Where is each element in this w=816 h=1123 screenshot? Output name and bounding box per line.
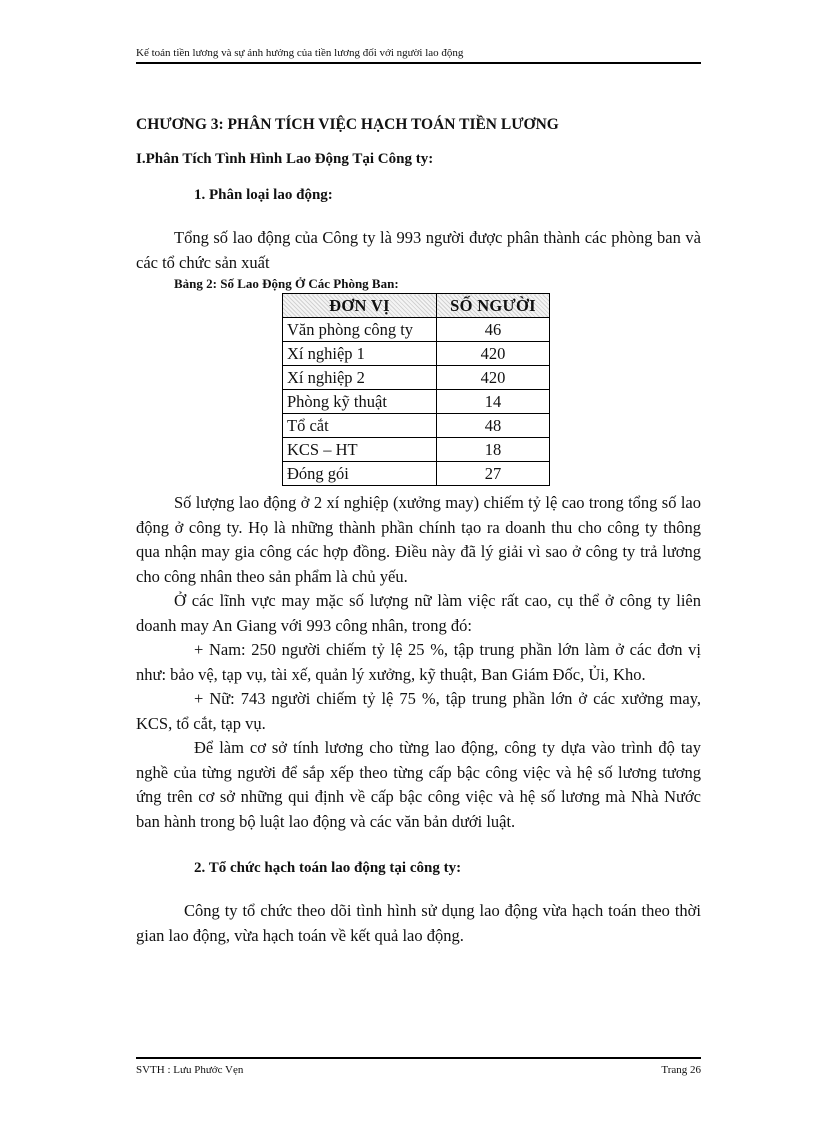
unit-cell: Xí nghiệp 1	[283, 342, 437, 366]
unit-cell: KCS – HT	[283, 438, 437, 462]
header-divider	[136, 62, 701, 64]
unit-cell: Xí nghiệp 2	[283, 366, 437, 390]
unit-cell: Văn phòng công ty	[283, 318, 437, 342]
count-cell: 18	[437, 438, 550, 462]
table-row	[283, 462, 550, 486]
table-row	[283, 414, 550, 438]
intro-paragraph-block	[136, 226, 701, 275]
paragraph-gender: Ở các lĩnh vực may mặc số lượng nữ làm việc rất cao, cụ thể ở công ty liên doanh may An Giang với 993 công nhân, trong đó:	[136, 591, 701, 635]
column-header-count: SỐ NGƯỜI	[437, 294, 550, 318]
table-row	[283, 318, 550, 342]
table-row	[283, 390, 550, 414]
running-header: Kế toán tiền lương và sự ảnh hưởng của tiền lương đối với người lao động	[136, 47, 464, 59]
closing-paragraph: Công ty tổ chức theo dõi tình hình sử dụng lao động vừa hạch toán theo thời gian lao động, vừa hạch toán về kết quả lao động.	[136, 901, 701, 945]
table-row	[283, 342, 550, 366]
footer-divider	[136, 1057, 701, 1059]
count-cell: 14	[437, 390, 550, 414]
subsection-title-1: 1. Phân loại lao động:	[194, 187, 333, 203]
unit-cell: Tổ cắt	[283, 414, 437, 438]
paragraph-salary-basis: Để làm cơ sở tính lương cho từng lao động, công ty dựa vào trình độ tay nghề của từng người để sắp xếp theo từng cấp bậc công việc và hệ số lương tương ứng trên cơ sở những qui định về cấp bậc công việc và hệ số lương mà Nhà Nước ban hành trong bộ luật lao động và các văn bản dưới luật.	[136, 738, 701, 831]
intro-paragraph: Tổng số lao động của Công ty là 993 người được phân thành các phòng ban và các tổ chức sản xuất	[136, 228, 701, 272]
section-title: I.Phân Tích Tình Hình Lao Động Tại Công ty:	[136, 151, 434, 167]
bullet-female: + Nữ: 743 người chiếm tỷ lệ 75 %, tập trung phần lớn ở các xưởng may, KCS, tổ cắt, tạp vụ.	[136, 689, 701, 733]
staff-table	[282, 293, 550, 486]
closing-paragraph-block	[136, 899, 701, 948]
count-cell: 27	[437, 462, 550, 486]
subsection-title-2: 2. Tổ chức hạch toán lao động tại công ty:	[194, 860, 462, 876]
table-row	[283, 438, 550, 462]
footer-author: SVTH : Lưu Phước Vẹn	[136, 1064, 244, 1076]
chapter-title: CHƯƠNG 3: PHÂN TÍCH VIỆC HẠCH TOÁN TIỀN LƯƠNG	[136, 116, 559, 133]
table-header-row	[283, 294, 550, 318]
unit-cell: Đóng gói	[283, 462, 437, 486]
count-cell: 48	[437, 414, 550, 438]
count-cell: 420	[437, 366, 550, 390]
column-header-unit: ĐƠN VỊ	[283, 294, 437, 318]
paragraph-workshops: Số lượng lao động ở 2 xí nghiệp (xưởng may) chiếm tỷ lệ cao trong tổng số lao động ở công ty. Họ là những thành phần chính tạo ra doanh thu cho công ty thông qua nhận may gia công các hợp đồng. Điều này đã lý giải vì sao ở công ty trả lương cho công nhân theo sản phẩm là chủ yếu.	[136, 493, 701, 586]
footer-page-number: Trang 26	[661, 1064, 701, 1076]
count-cell: 46	[437, 318, 550, 342]
table-row	[283, 366, 550, 390]
unit-cell: Phòng kỹ thuật	[283, 390, 437, 414]
body-text-block	[136, 491, 701, 834]
count-cell: 420	[437, 342, 550, 366]
bullet-male: + Nam: 250 người chiếm tỷ lệ 25 %, tập trung phần lớn làm ở các đơn vị như: bảo vệ, tạp vụ, tài xế, quản lý xưởng, kỹ thuật, Ban Giám Đốc, Ủi, Kho.	[136, 640, 701, 684]
table-caption: Bảng 2: Số Lao Động Ở Các Phòng Ban:	[174, 276, 399, 291]
